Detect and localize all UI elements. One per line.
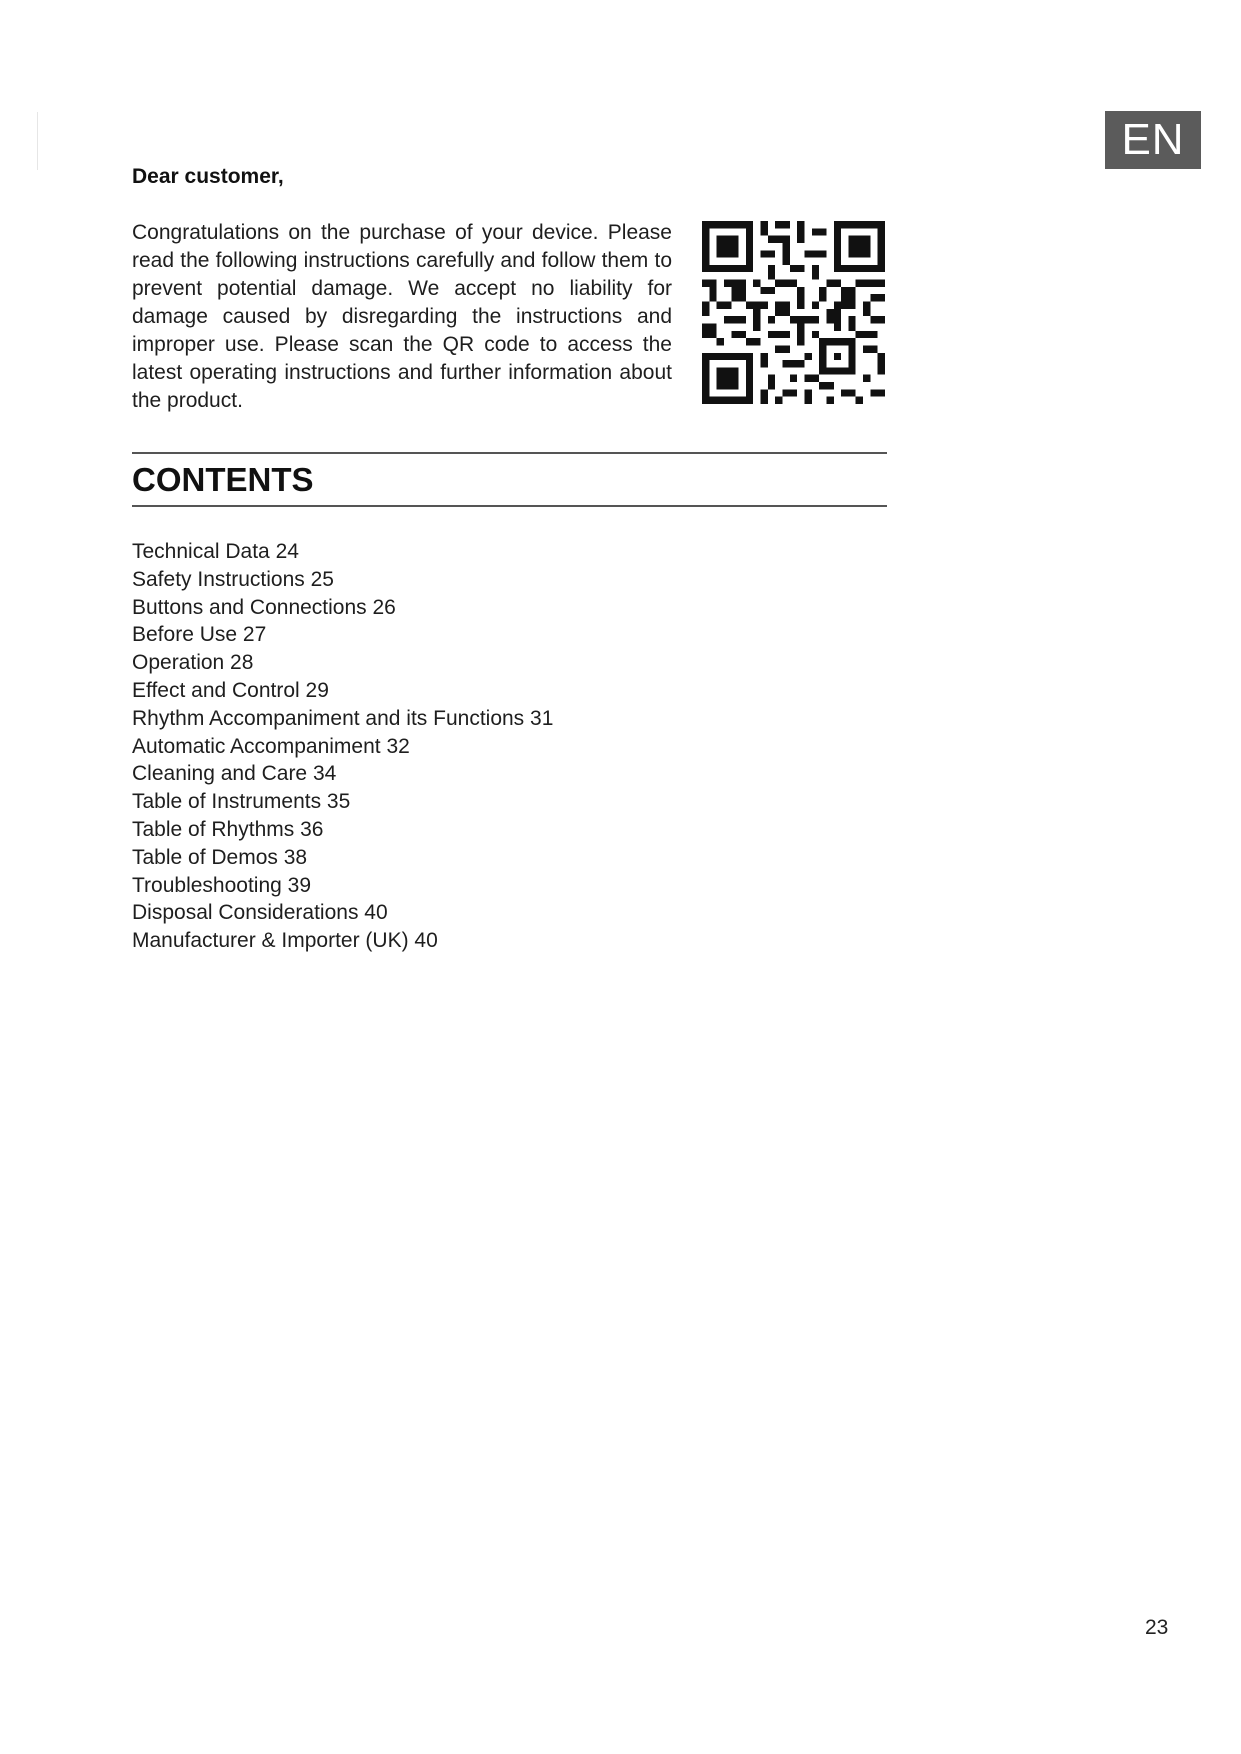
toc-item-table-of-instruments[interactable]: Table of Instruments 35	[132, 790, 351, 814]
toc-item-table-of-demos[interactable]: Table of Demos 38	[132, 845, 308, 869]
table-of-contents	[132, 538, 553, 955]
intro-paragraph: Congratulations on the purchase of your device. Please read the following instructions carefully and follow them to prevent potential damage. We accept no liability for damage caused by disregarding the instructions and improper use. Please scan the QR code to access the latest operating instructions and further information about the product.	[132, 221, 672, 412]
page-number: 23	[1145, 1616, 1169, 1639]
toc-item-rhythm-accompaniment[interactable]: Rhythm Accompaniment and its Functions 31	[132, 706, 554, 730]
toc-item-buttons-and-connections[interactable]: Buttons and Connections 26	[132, 595, 396, 619]
margin-mark	[37, 112, 38, 170]
contents-rule-top	[132, 452, 887, 454]
greeting: Dear customer,	[132, 165, 284, 188]
contents-title: CONTENTS	[132, 461, 314, 498]
toc-item-technical-data[interactable]: Technical Data 24	[132, 540, 299, 563]
language-badge: EN	[1105, 111, 1201, 169]
toc-item-before-use[interactable]: Before Use 27	[132, 623, 267, 647]
toc-item-disposal-considerations[interactable]: Disposal Considerations 40	[132, 901, 388, 925]
toc-item-manufacturer-importer[interactable]: Manufacturer & Importer (UK) 40	[132, 929, 438, 953]
toc-item-cleaning-and-care[interactable]: Cleaning and Care 34	[132, 762, 337, 786]
toc-item-effect-and-control[interactable]: Effect and Control 29	[132, 678, 329, 702]
toc-item-safety-instructions[interactable]: Safety Instructions 25	[132, 567, 334, 591]
toc-item-table-of-rhythms[interactable]: Table of Rhythms 36	[132, 817, 324, 841]
toc-item-troubleshooting[interactable]: Troubleshooting 39	[132, 873, 312, 897]
contents-rule-bottom	[132, 505, 887, 507]
toc-item-automatic-accompaniment[interactable]: Automatic Accompaniment 32	[132, 734, 410, 758]
qr-code-icon[interactable]	[702, 221, 885, 404]
toc-item-operation[interactable]: Operation 28	[132, 651, 254, 675]
